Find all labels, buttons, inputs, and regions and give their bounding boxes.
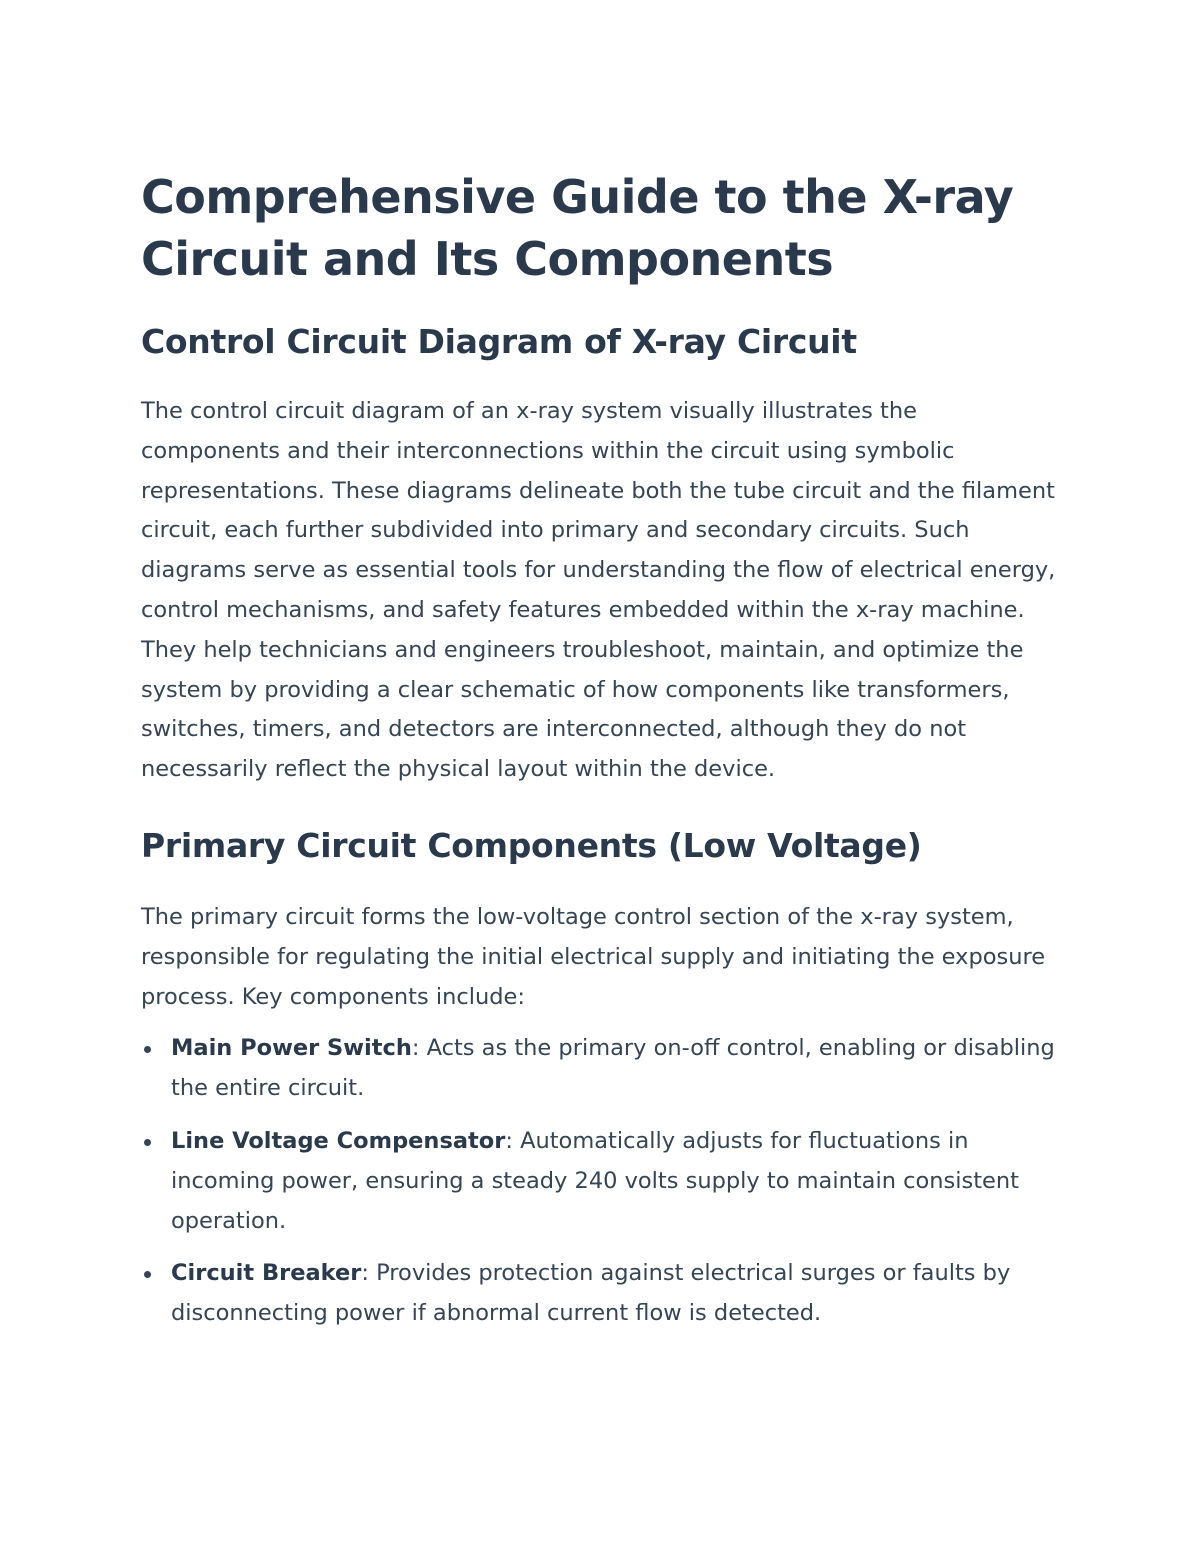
list-item	[141, 1254, 1061, 1334]
section-heading-control-circuit: Control Circuit Diagram of X-ray Circuit	[141, 322, 857, 361]
section-heading-primary-circuit: Primary Circuit Components (Low Voltage)	[141, 825, 922, 865]
list-item	[141, 1122, 1061, 1241]
bullet-icon	[144, 1139, 151, 1146]
list-item	[141, 1029, 1061, 1109]
list-item-description: : Automatically adjusts for fluctuations in incoming power, ensuring a steady 240 volts supply to maintain consistent operation.	[171, 1127, 1019, 1234]
list-item-term: Circuit Breaker	[171, 1260, 362, 1287]
list-item-term: Main Power Switch	[171, 1035, 412, 1062]
bullet-icon	[144, 1046, 151, 1053]
list-item-description: : Provides protection against electrical surges or faults by disconnecting power if abnormal current flow is detected.	[171, 1260, 1011, 1327]
list-item-term: Line Voltage Compensator	[171, 1127, 506, 1154]
section-paragraph-primary-circuit: The primary circuit forms the low-voltage control section of the x-ray system, responsible for regulating the initial electrical supply and initiating the exposure process. Key components include:	[141, 903, 1046, 1010]
component-list	[141, 1029, 1061, 1334]
document-page	[141, 166, 1061, 1347]
list-item-description: : Acts as the primary on-off control, enabling or disabling the entire circuit.	[171, 1035, 1055, 1102]
document-title: Comprehensive Guide to the X-ray Circuit and Its Components	[141, 170, 1014, 286]
section-paragraph-control-circuit: The control circuit diagram of an x-ray system visually illustrates the components and their interconnections within the circuit using symbolic representations. These diagrams delineate both the tube circuit and the filament circuit, each further subdivided into primary and secondary circuits. Such diagrams serve as essential tools for understanding the flow of electrical energy, control mechanisms, and safety features embedded within the x-ray machine. They help technicians and engineers troubleshoot, maintain, and optimize the system by providing a clear schematic of how components like transformers, switches, timers, and detectors are interconnected, although they do not necessarily reflect the physical layout within the device.	[141, 398, 1056, 783]
bullet-icon	[144, 1271, 151, 1278]
